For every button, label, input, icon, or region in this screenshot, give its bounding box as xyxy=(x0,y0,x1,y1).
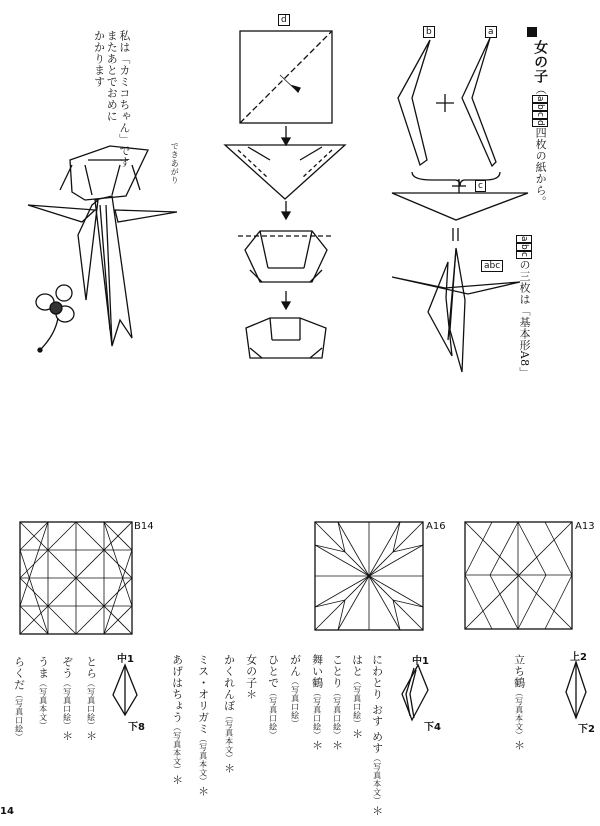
brace xyxy=(412,172,500,186)
base-icon-3 xyxy=(566,662,586,718)
crease-pattern-a13 xyxy=(465,522,572,629)
paper-c: c xyxy=(532,111,548,118)
crease-pattern-a16 xyxy=(315,522,423,630)
crease-pattern-b14 xyxy=(20,522,132,634)
paper-b: b xyxy=(532,103,548,111)
piece-c xyxy=(392,193,528,220)
index-item: はと（写真口絵）＊ xyxy=(350,654,364,740)
index-item: ことり（写真口絵）＊ xyxy=(330,654,344,751)
piece-a xyxy=(462,38,496,166)
finish-label: できあがり xyxy=(170,142,180,185)
index-item: うま（写真本文） xyxy=(36,656,50,730)
label-a: a xyxy=(485,26,497,38)
speech-line-1: 私は「カミコちゃん」です xyxy=(117,30,131,168)
index-item: ミス・オリガミ（写真本文）＊ xyxy=(196,654,210,797)
piece-b xyxy=(398,40,430,165)
index-item: ぞう（写真口絵）＊ xyxy=(60,656,74,742)
three-paper-b: b xyxy=(516,243,532,251)
index-item: 立ち鶴（写真本文）＊ xyxy=(512,654,526,751)
step-head xyxy=(246,318,326,358)
three-paper-a: a xyxy=(516,235,532,243)
cp-label-b14: B14 xyxy=(134,521,154,532)
equals-sign xyxy=(453,228,458,241)
paper-d: d xyxy=(532,119,548,127)
header-column: 女の子（abcd四枚の紙から。 xyxy=(532,40,549,208)
base-1-top: 中1 xyxy=(117,654,134,665)
cp-label-a13: A13 xyxy=(575,521,595,532)
speech-line-3: かかります xyxy=(92,30,106,88)
index-item: にわとり おす めす（写真本文）＊ xyxy=(370,654,384,817)
papers-text: 四枚の紙から。 xyxy=(534,126,548,208)
cp-label-a16: A16 xyxy=(426,521,446,532)
page-number: 14 xyxy=(0,806,14,817)
base-icon-1 xyxy=(113,665,137,715)
label-b: b xyxy=(423,26,435,38)
three-papers-text: の三枚は「基本形A8」 xyxy=(518,258,531,379)
step-square-d xyxy=(240,31,332,123)
index-item: かくれんぼ（写真本文）＊ xyxy=(222,654,236,774)
base-icon-2 xyxy=(402,665,428,720)
step-hexagon xyxy=(238,231,334,282)
base-2-top: 中1 xyxy=(412,656,429,667)
three-papers-column xyxy=(516,235,532,405)
index-item: あげはちょう（写真本文）＊ xyxy=(170,654,184,786)
title-bullet xyxy=(527,27,537,37)
speech-text xyxy=(92,30,130,180)
index-item: がん（写真口絵） xyxy=(288,654,302,728)
base-1-bottom: 下8 xyxy=(128,722,145,733)
index-item: とら（写真口絵）＊ xyxy=(84,656,98,742)
base-3-bottom: 下2 xyxy=(578,724,595,735)
index-item: ひとで（写真口絵） xyxy=(266,654,280,740)
paper-a: a xyxy=(532,95,548,103)
base-3-top: 上2 xyxy=(570,652,587,663)
label-abc: abc xyxy=(481,260,503,272)
page-title: 女の子 xyxy=(532,40,549,84)
label-c: c xyxy=(475,180,486,192)
plus-signs xyxy=(436,94,466,193)
three-paper-c: c xyxy=(516,251,532,258)
speech-line-2: またあとでおめに xyxy=(105,30,119,122)
step-triangle xyxy=(225,145,345,199)
index-item: 女の子＊ xyxy=(244,654,258,700)
index-item: らくだ（写真口絵） xyxy=(12,656,26,742)
index-item: 舞い鶴（写真口絵）＊ xyxy=(310,654,324,751)
label-d: d xyxy=(278,14,290,26)
base-2-bottom: 下4 xyxy=(424,722,441,733)
